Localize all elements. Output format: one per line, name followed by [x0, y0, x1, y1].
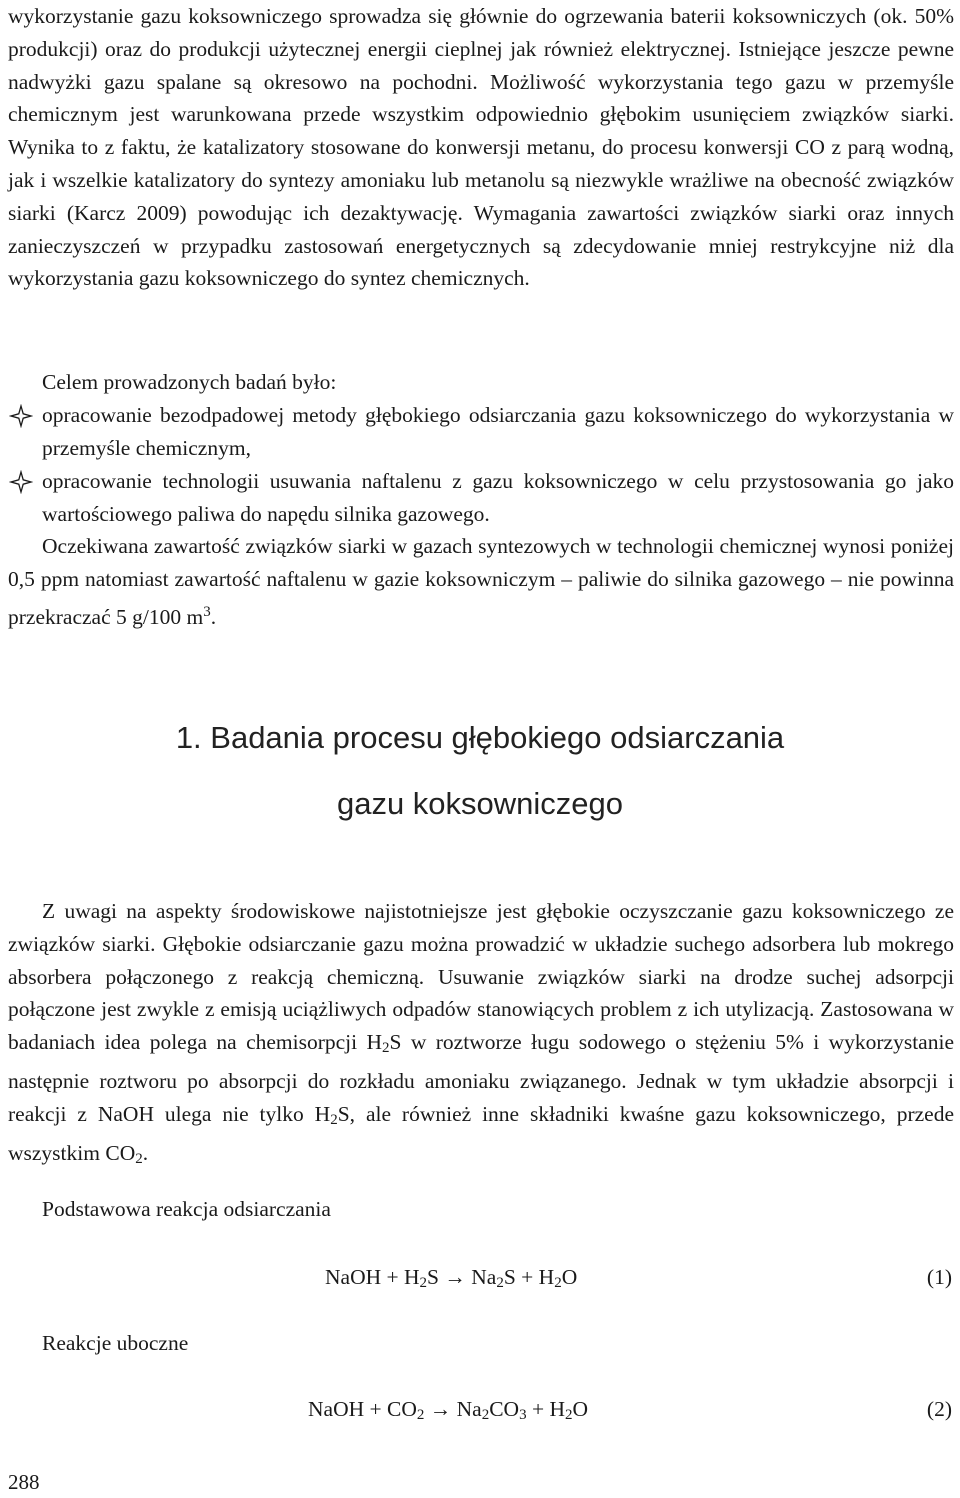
- para2-end: .: [210, 604, 217, 629]
- subscript-2: 2: [330, 1111, 338, 1128]
- bullet-text-1: opracowanie bezodpadowej metody głębokiego odsiarczania gazu koksowniczego do wykorzystania w przemyśle chemicznym,: [42, 403, 954, 460]
- subscript-2: 2: [382, 1040, 390, 1057]
- subscript-2: 2: [416, 1407, 425, 1423]
- para3-part-b: S w roztworze ługu sodowego o stężeniu 5% i wykorzystanie następnie roztworu po absorpcji do rozkładu amoniaku związanego. Jednak w tym układzie absorpcji i reakcji z NaOH ulega nie tylko H: [8, 1030, 954, 1126]
- star-bullet-icon: [8, 465, 36, 497]
- aims-intro: Celem prowadzonych badań było:: [42, 370, 337, 394]
- equation-1: [325, 1261, 577, 1299]
- subscript-3: 3: [519, 1407, 527, 1423]
- paragraph-expected-content: [8, 530, 954, 633]
- equation-2: [308, 1393, 588, 1431]
- subscript-2: 2: [564, 1407, 573, 1423]
- list-item: [8, 399, 954, 465]
- paragraph-intro: wykorzystanie gazu koksowniczego sprowadza się głównie do ogrzewania baterii koksowniczych (ok. 50% produkcji) oraz do produkcji użytecznej energii cieplnej jak również elektrycznej. Istniejące jeszcze pewne nadwyżki gazu spalane są okresowo na pochodni. Możliwość wykorzystania tego gazu w przemyśle chemicznym jest warunkowana przede wszystkim odpowiednio głębokim usunięciem związków siarki. Wynika to z faktu, że katalizatory stosowane do konwersji metanu, do procesu konwersji CO z parą wodną, jak i wszelkie katalizatory do syntezy amoniaku lub metanolu są niezwykle wrażliwe na obecność związków siarki (Karcz 2009) powodując ich dezaktywację. Wymagania zawartości związków siarki oraz innych zanieczyszczeń w przypadku zastosowań energetycznych są zdecydowanie mniej restrykcyjne niż dla wykorzystania gazu koksowniczego do syntez chemicznych.: [8, 4, 954, 291]
- para3-part-d: .: [142, 1140, 149, 1165]
- star-bullet-icon: [8, 399, 36, 431]
- superscript-3: 3: [203, 603, 211, 620]
- eq1-part: S: [427, 1265, 439, 1289]
- eq1-part: S + H: [503, 1265, 555, 1289]
- bullet-text-2: opracowanie technologii usuwania naftalenu z gazu koksowniczego w celu przystosowania go jako wartościowego paliwa do napędu silnika gazowego.: [42, 469, 954, 526]
- eq1-part: O: [561, 1265, 578, 1289]
- list-item: [8, 465, 954, 531]
- page-number: 288: [8, 1470, 40, 1494]
- eq1-part: NaOH + H: [325, 1265, 420, 1289]
- arrow-right-icon: →: [429, 1397, 452, 1421]
- eq2-part: O: [572, 1397, 589, 1421]
- eq2-part: + H: [526, 1397, 565, 1421]
- subscript-2: 2: [481, 1407, 490, 1423]
- subscript-2: 2: [419, 1275, 428, 1291]
- paragraph-desulfurization: [8, 895, 954, 1175]
- eq1-part: Na: [471, 1265, 497, 1289]
- section-heading-line-2: gazu koksowniczego: [336, 786, 624, 821]
- para2-text: Oczekiwana zawartość związków siarki w gazach syntezowych w technologii chemicznej wynosi poniżej 0,5 ppm natomiast zawartość naftalenu w gazie koksowniczym – paliwie do silnika gazowego – nie powinna przekraczać 5 g/100 m: [8, 534, 954, 629]
- side-reactions-label: Reakcje uboczne: [42, 1331, 189, 1355]
- eq2-part: Na: [456, 1397, 482, 1421]
- eq2-part: CO: [489, 1397, 520, 1421]
- subscript-2: 2: [496, 1275, 504, 1291]
- eq2-part: NaOH + CO: [308, 1397, 417, 1421]
- subscript-2: 2: [554, 1275, 562, 1291]
- equation-2-number: (2): [926, 1397, 952, 1421]
- basic-reaction-label: Podstawowa reakcja odsiarczania: [42, 1197, 331, 1221]
- equation-1-number: (1): [926, 1265, 952, 1289]
- arrow-right-icon: →: [444, 1265, 466, 1289]
- para3-part-c: S, ale również inne składniki kwaśne gazu koksowniczego, przede wszystkim CO: [8, 1101, 954, 1165]
- para3-part-a: Z uwagi na aspekty środowiskowe najistotniejsze jest głębokie oczyszczanie gazu koksowniczego ze związków siarki. Głębokie odsiarczanie gazu można prowadzić w układzie suchego adsorbera lub mokrego absorbera połączonego z reakcją chemiczną. Usuwanie związków siarki na drodze suchej adsorpcji połączone jest zwykle z emisją uciążliwych odpadów stanowiących problem z ich utylizacją. Zastosowana w badaniach idea polega na chemisorpcji H: [8, 899, 954, 1055]
- section-heading-line-1: 1. Badania procesu głębokiego odsiarczania: [175, 720, 785, 755]
- subscript-2: 2: [135, 1150, 143, 1167]
